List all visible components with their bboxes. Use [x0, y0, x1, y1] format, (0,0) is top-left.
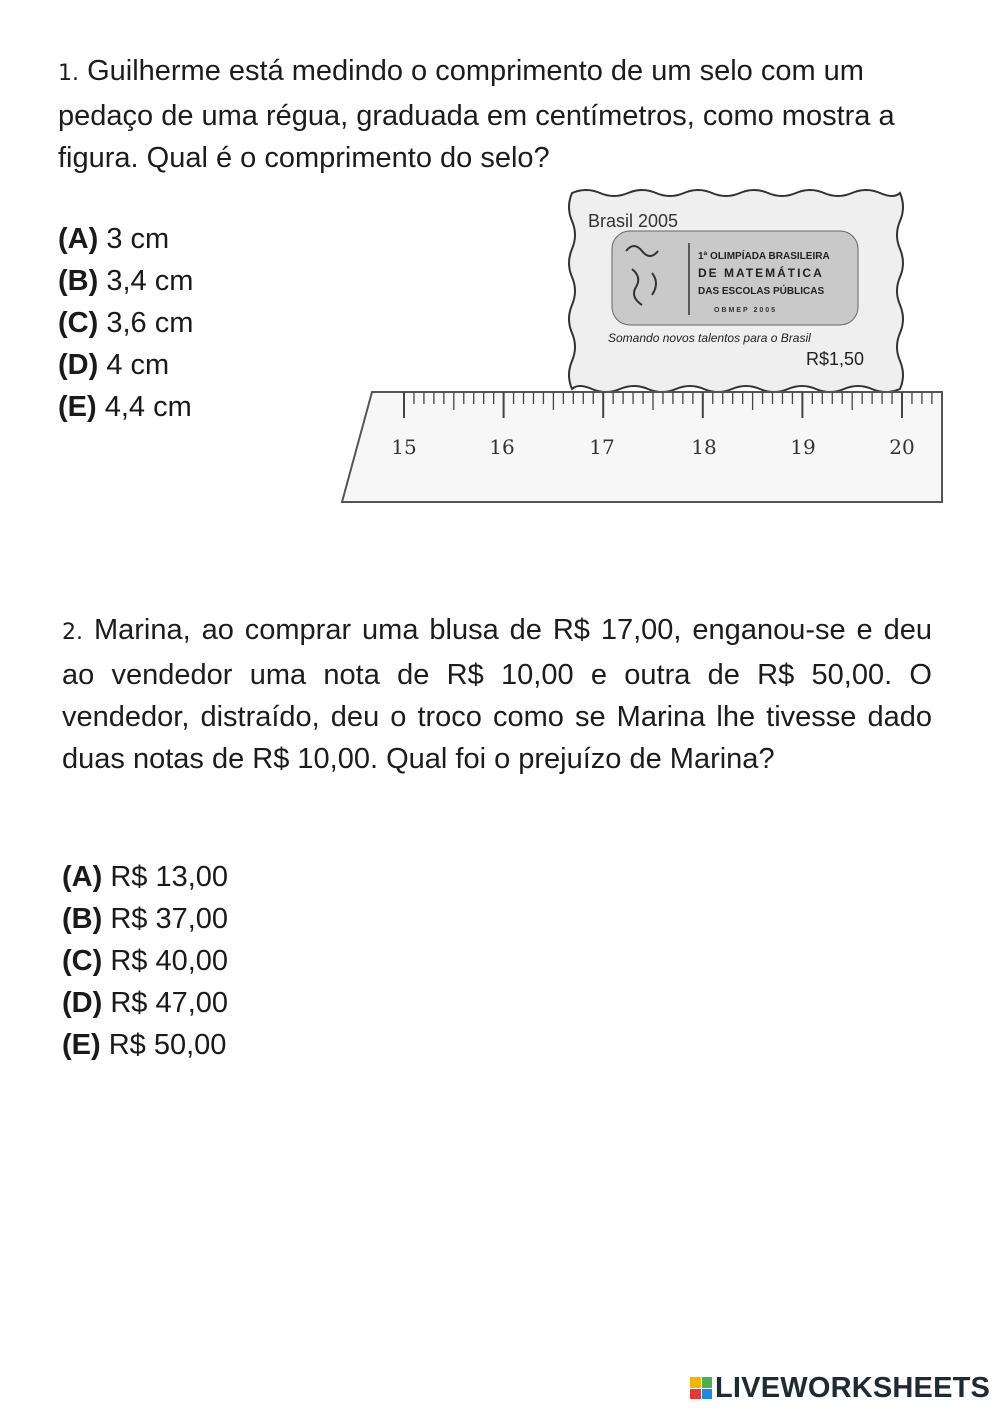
question-1-number: 1. [58, 61, 79, 86]
question-1-options [58, 218, 193, 428]
ruler-label-17: 17 [589, 435, 615, 459]
liveworksheets-brand [690, 1370, 990, 1406]
liveworksheets-logo-text: LIVEWORKSHEETS [715, 1371, 991, 1404]
option-e: (E) R$ 50,00 [62, 1029, 227, 1061]
logo-square-1 [690, 1377, 701, 1388]
question-2-body: Marina, ao comprar uma blusa de R$ 17,00, enganou-se e deu ao vendedor uma nota de R$ 10,00 e outra de R$ 50,00. O vendedor, distraído, deu o troco como se Marina lhe tivesse dado duas notas de R$ 10,00. Qual foi o prejuízo de Marina? [62, 614, 932, 775]
option-b: (B) 3,4 cm [58, 265, 194, 297]
logo-square-4 [702, 1389, 713, 1400]
option-b: (B) R$ 37,00 [62, 903, 229, 935]
option-e: (E) 4,4 cm [58, 391, 192, 423]
stamp-ruler-illustration [336, 185, 946, 510]
option-d: (D) R$ 47,00 [62, 987, 229, 1019]
option-d: (D) 4 cm [58, 349, 170, 381]
question-2-options [62, 856, 228, 1066]
liveworksheets-logo-icon [690, 1377, 712, 1399]
stamp-title-4: OBMEP 2005 [714, 307, 778, 314]
option-c: (C) 3,6 cm [58, 307, 194, 339]
stamp-title-1: 1ª OLIMPÍADA BRASILEIRA [698, 251, 830, 262]
stamp-title-3: DAS ESCOLAS PÚBLICAS [698, 286, 825, 297]
question-1-body: Guilherme está medindo o comprimento de um selo com um pedaço de uma régua, graduada em centímetros, como mostra a figura. Qual é o comprimento do selo? [58, 55, 895, 174]
ruler-label-19: 19 [790, 435, 816, 459]
stamp-price: R$1,50 [806, 349, 865, 369]
stamp-country-year: Brasil 2005 [588, 211, 679, 231]
ruler-label-18: 18 [691, 435, 717, 459]
stamp-ruler-figure [336, 185, 946, 510]
option-a: (A) R$ 13,00 [62, 861, 229, 893]
question-1-text [58, 50, 948, 179]
stamp-slogan: Somando novos talentos para o Brasil [608, 331, 811, 345]
option-c: (C) R$ 40,00 [62, 945, 229, 977]
logo-square-3 [690, 1389, 701, 1400]
ruler-label-20: 20 [889, 435, 915, 459]
stamp-title-2: DE MATEMÁTICA [698, 266, 824, 280]
question-2-text [62, 609, 932, 780]
option-a: (A) 3 cm [58, 223, 170, 255]
ruler-label-15: 15 [391, 435, 417, 459]
question-2-number: 2. [62, 620, 83, 645]
ruler-label-16: 16 [489, 435, 515, 459]
logo-square-2 [702, 1377, 713, 1388]
